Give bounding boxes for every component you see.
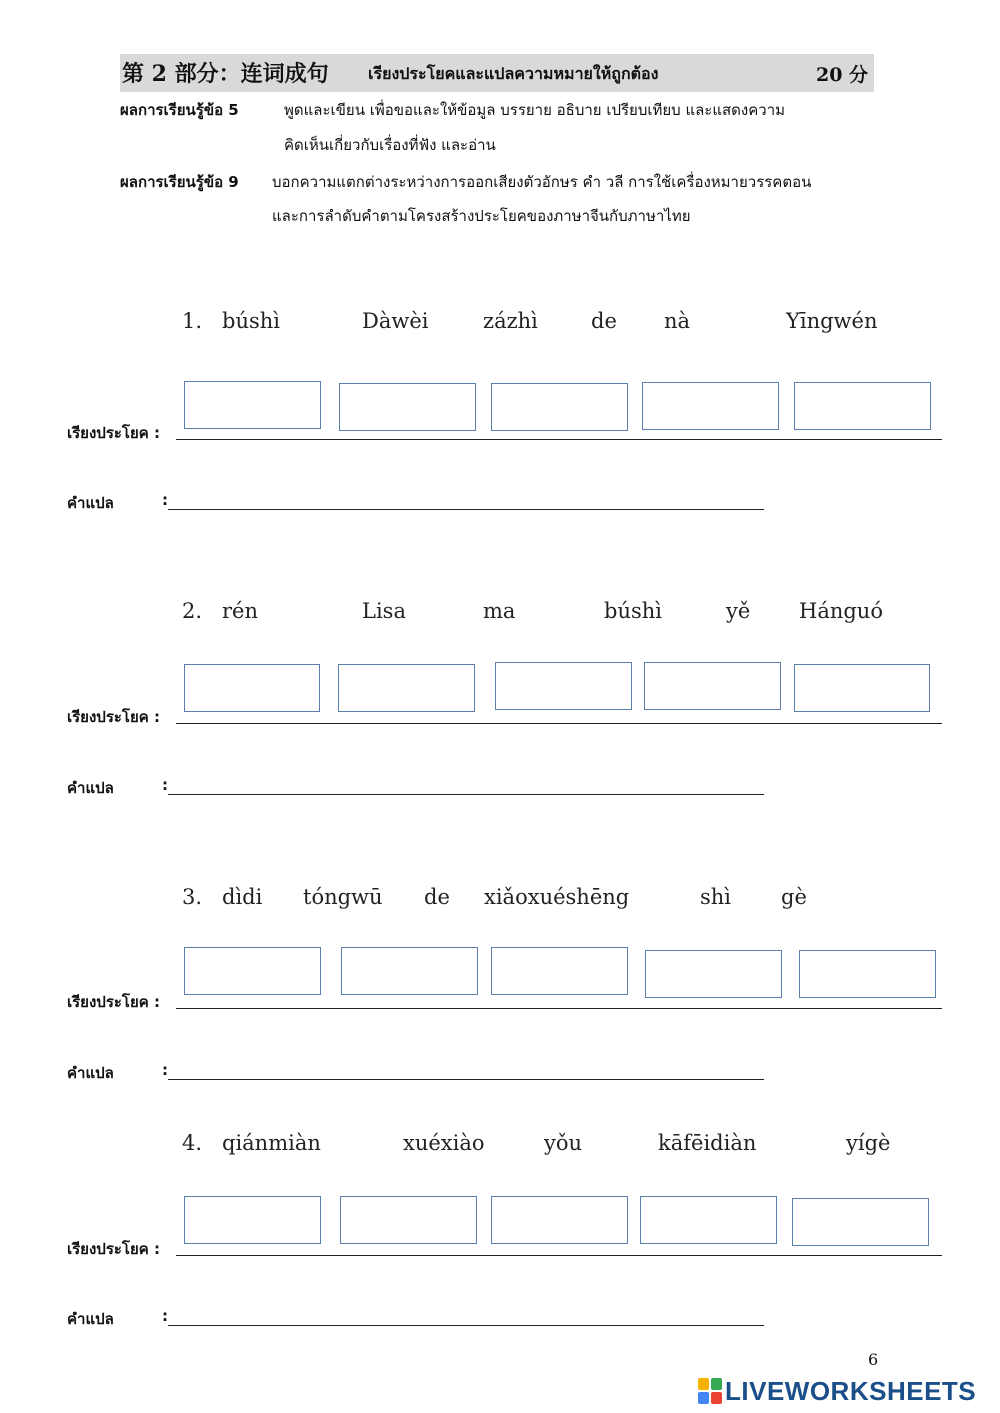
pinyin-word: Dàwèi <box>362 309 429 333</box>
answer-box[interactable] <box>338 664 475 712</box>
pinyin-word: xuéxiào <box>403 1131 485 1155</box>
translate-label: คำแปล <box>67 1310 114 1328</box>
question-number: 4. <box>182 1131 203 1155</box>
section-instruction: เรียงประโยคและแปลความหมายให้ถูกต้อง <box>368 64 659 83</box>
answer-box[interactable] <box>491 1196 628 1244</box>
pinyin-word: yǒu <box>544 1131 583 1155</box>
objective-5-text-line1: พูดและเขียน เพื่อขอและให้ข้อมูล บรรยาย อธิบาย เปรียบเทียบ และแสดงความ <box>284 101 786 119</box>
translate-answer-line[interactable] <box>168 509 764 510</box>
pinyin-word: shì <box>700 885 732 909</box>
question-number: 2. <box>182 599 203 623</box>
pinyin-word: búshì <box>604 599 662 623</box>
pinyin-word: Lisa <box>362 599 406 623</box>
answer-box[interactable] <box>184 381 321 429</box>
objective-5-text-line2: คิดเห็นเกี่ยวกับเรื่องที่ฟัง และอ่าน <box>284 136 496 154</box>
pinyin-word: nà <box>664 309 691 333</box>
pinyin-word: rén <box>222 599 258 623</box>
objective-5-label: ผลการเรียนรู้ข้อ 5 <box>120 101 239 119</box>
pinyin-word: de <box>591 309 617 333</box>
translate-colon: : <box>162 1061 168 1079</box>
arrange-label: เรียงประโยค : <box>67 1240 161 1258</box>
translate-label: คำแปล <box>67 494 114 512</box>
pinyin-word: búshì <box>222 309 280 333</box>
answer-box[interactable] <box>339 383 476 431</box>
arrange-label: เรียงประโยค : <box>67 993 161 1011</box>
answer-box[interactable] <box>794 664 930 712</box>
answer-box[interactable] <box>341 947 478 995</box>
pinyin-word: qiánmiàn <box>222 1131 321 1155</box>
question-number: 3. <box>182 885 203 909</box>
arrange-label: เรียงประโยค : <box>67 708 161 726</box>
pinyin-word: zázhì <box>483 309 538 333</box>
answer-box[interactable] <box>184 664 320 712</box>
pinyin-word: dìdi <box>222 885 263 909</box>
pinyin-word: gè <box>781 885 807 909</box>
liveworksheets-logo-icon <box>698 1378 722 1404</box>
translate-answer-line[interactable] <box>168 794 764 795</box>
objective-9-label: ผลการเรียนรู้ข้อ 9 <box>120 173 239 191</box>
pinyin-word: yígè <box>846 1131 891 1155</box>
section-score: 20 分 <box>816 64 869 86</box>
translate-label: คำแปล <box>67 1064 114 1082</box>
brand-name: LIVEWORKSHEETS <box>725 1375 977 1406</box>
answer-box[interactable] <box>644 662 781 710</box>
answer-box[interactable] <box>799 950 936 998</box>
question-number: 1. <box>182 309 203 333</box>
arrange-label: เรียงประโยค : <box>67 424 161 442</box>
translate-answer-line[interactable] <box>168 1325 764 1326</box>
translate-label: คำแปล <box>67 779 114 797</box>
arrange-answer-line[interactable] <box>176 1008 942 1009</box>
pinyin-word: Hánguó <box>799 599 883 623</box>
pinyin-word: yě <box>726 599 751 623</box>
pinyin-word: kāfēidiàn <box>658 1131 757 1155</box>
answer-box[interactable] <box>645 950 782 998</box>
answer-box[interactable] <box>495 662 632 710</box>
answer-box[interactable] <box>794 382 931 430</box>
pinyin-word: xiǎoxuéshēng <box>484 885 630 909</box>
pinyin-word: ma <box>483 599 516 623</box>
translate-colon: : <box>162 776 168 794</box>
pinyin-word: tóngwū <box>303 885 383 909</box>
translate-colon: : <box>162 1307 168 1325</box>
pinyin-word: Yīngwén <box>786 309 878 333</box>
answer-box[interactable] <box>184 1196 321 1244</box>
arrange-answer-line[interactable] <box>176 1255 942 1256</box>
pinyin-word: de <box>424 885 450 909</box>
objective-9-text-line2: และการลำดับคำตามโครงสร้างประโยคของภาษาจีนกับภาษาไทย <box>272 207 691 225</box>
page-number: 6 <box>868 1350 879 1369</box>
answer-box[interactable] <box>642 382 779 430</box>
arrange-answer-line[interactable] <box>176 723 942 724</box>
answer-box[interactable] <box>184 947 321 995</box>
objective-9-text-line1: บอกความแตกต่างระหว่างการออกเสียงตัวอักษร คำ วลี การใช้เครื่องหมายวรรคตอน <box>272 173 812 191</box>
translate-colon: : <box>162 491 168 509</box>
answer-box[interactable] <box>792 1198 929 1246</box>
answer-box[interactable] <box>340 1196 477 1244</box>
section-title: 第 2 部分：连词成句 <box>122 61 329 87</box>
answer-box[interactable] <box>491 947 628 995</box>
arrange-answer-line[interactable] <box>176 439 942 440</box>
liveworksheets-logo <box>698 1376 976 1406</box>
answer-box[interactable] <box>640 1196 777 1244</box>
answer-box[interactable] <box>491 383 628 431</box>
translate-answer-line[interactable] <box>168 1079 764 1080</box>
